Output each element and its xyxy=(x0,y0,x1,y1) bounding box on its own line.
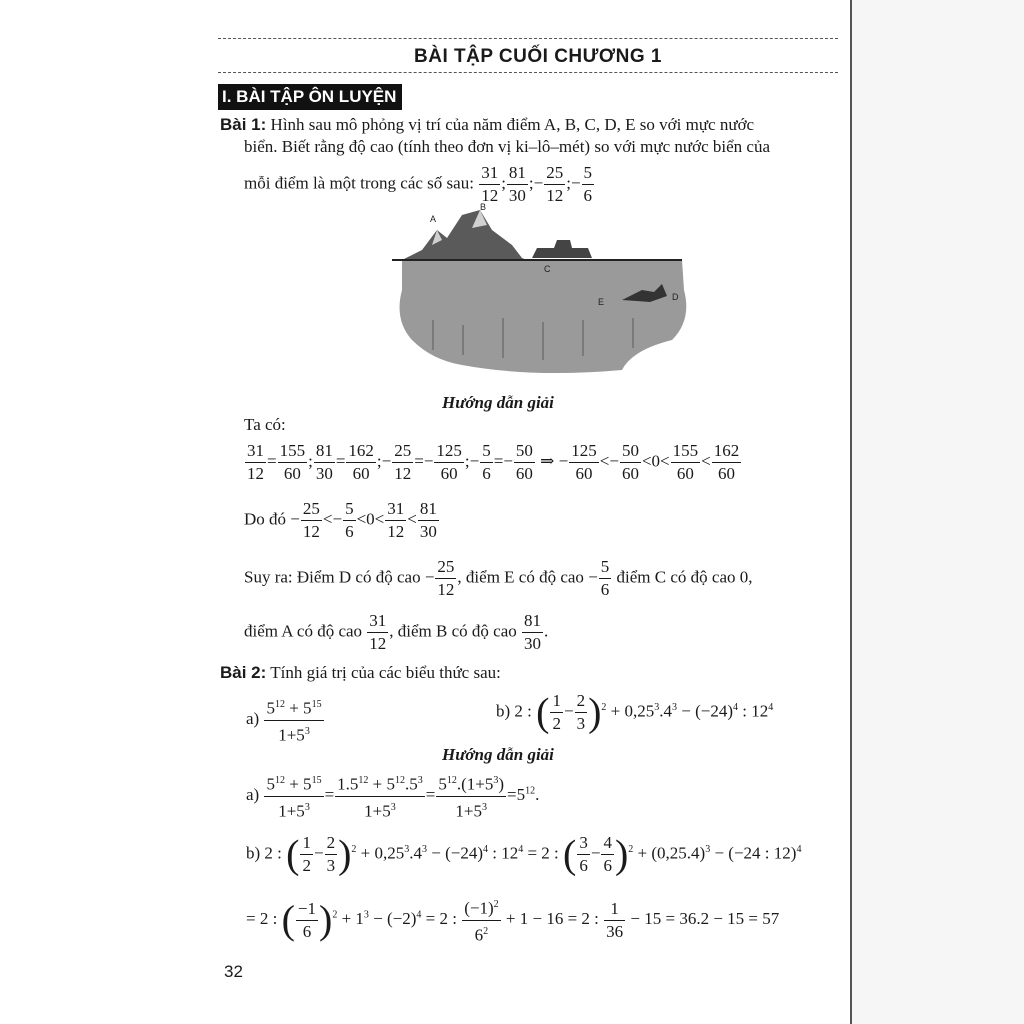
diem-c-text: điểm C có độ cao 0, xyxy=(616,567,753,587)
bai2-b-solution-1: b) 2 : ( $\frac{1}{2}$ − $\frac{2}{3}$ )$^2 + 0,25^3.4^3 - (-24)^4$ : $12^4 = 2$ : ( $\frac{3}{6}$ − $\frac{4}{6}$ )$^2 + (0,25.4)^3 - (-24$ : 12)$^4$ xyxy=(246,831,802,877)
do-do-line: Do đó − $\frac{25}{12}$ <− $\frac{5}{6}$ <0< $\frac{31}{12}$ < $\frac{81}{30}$ xyxy=(244,499,437,541)
diem-a-text: điểm A có độ cao xyxy=(244,621,363,641)
suy-ra-text: Suy ra: Điểm D có độ cao xyxy=(244,567,421,587)
bai2-a-label: a) xyxy=(246,709,260,729)
bai2-line xyxy=(220,662,501,684)
fraction: $\frac{31}{12}$ xyxy=(481,163,499,205)
bai2-b-expression: b) 2 : ( $\frac{1}{2}$ − $\frac{2}{3}$ )$^2 + 0,25^3.4^3 - (-24)^4$ : $12^4$ xyxy=(496,689,774,735)
mountains xyxy=(402,210,527,260)
diem-b-text: , điểm B có độ cao xyxy=(389,621,517,641)
bai1-text-1: Hình sau mô phỏng vị trí của năm điểm A, B, C, D, E so với mực nước xyxy=(270,115,755,134)
bai1-line1 xyxy=(220,114,754,136)
bai2-solution-heading: Hướng dẫn giải xyxy=(442,745,554,764)
bai2-b-solution-2: = 2 : ( $\frac{-1}{6}$ )$^2 + 1^3 - (-2)^4 = 2$ : $\frac{(-1)^2}{6^2}$ + 1 − 16 = 2 : $\frac{1}{36}$ − 15 = 36.2 − 15 = 57 xyxy=(246,894,779,946)
point-a-label: A xyxy=(430,214,437,224)
bai1-text-3: mỗi điểm là một trong các số sau: xyxy=(244,173,474,193)
fraction: $\frac{5}{6}$ xyxy=(583,163,593,205)
diem-e-text: , điểm E có độ cao xyxy=(457,567,584,587)
fraction: $\frac{25}{12}$ xyxy=(546,163,564,205)
point-d-label: D xyxy=(672,292,679,302)
ship xyxy=(532,240,592,258)
bai2-b-label: b) xyxy=(496,701,511,721)
ta-co: Ta có: xyxy=(244,415,286,434)
title-rule-top xyxy=(218,38,838,39)
bai2-prompt: Tính giá trị của các biểu thức sau: xyxy=(270,663,501,682)
bai2-a-expression: a) $\frac{5^{12} + 5^{15}}{1+5^3}$ xyxy=(246,694,325,746)
bai1-label: Bài 1: xyxy=(220,115,267,134)
bai1-solution-heading: Hướng dẫn giải xyxy=(442,393,554,412)
fraction: $\frac{81}{30}$ xyxy=(508,163,526,205)
point-e-label: E xyxy=(598,297,605,307)
suy-ra-line: Suy ra: Điểm D có độ cao − $\frac{25}{12}$ , điểm E có độ cao − $\frac{5}{6}$ điểm C có độ cao 0, xyxy=(244,557,753,599)
page-number: 32 xyxy=(224,962,243,981)
title-rule-bottom xyxy=(218,72,838,73)
section-heading: I. BÀI TẬP ÔN LUYỆN xyxy=(218,84,402,110)
bai2-label: Bài 2: xyxy=(220,663,267,682)
point-c-label: C xyxy=(544,264,551,274)
diem-a-line: điểm A có độ cao $\frac{31}{12}$ , điểm B có độ cao $\frac{81}{30}$ . xyxy=(244,611,549,653)
bai1-comparison-line: $\frac{31}{12}$ = $\frac{155}{60}$ ; $\frac{81}{30}$ = $\frac{162}{60}$ ;− $\frac{25}{12}$ =− $\frac{125}{60}$ ;− $\frac{5}{6}$ =− $\frac{50}{60}$ ⇒ − $\frac{125}{60}$ <− $\frac{50}{60}$ <0< $\frac{155}{60}$ < $\frac{162}{60}$ xyxy=(247,441,740,483)
sea-level-illustration xyxy=(392,200,692,390)
bai1-line3: mỗi điểm là một trong các số sau: $\frac{31}{12}$ ; $\frac{81}{30}$ ;− $\frac{25}{12}$ ;− $\frac{5}{6}$ xyxy=(244,163,593,205)
do-do-text: Do đó xyxy=(244,509,287,529)
page-edge xyxy=(850,0,852,1024)
next-page-shade xyxy=(852,0,1024,1024)
point-b-label: B xyxy=(480,202,487,212)
bai2-a-solution: a) $\frac{5^{12} + 5^{15}}{1+5^3}$ = $\frac{1.5^{12} + 5^{12}.5^3}{1+5^3}$ = $\frac{5^{12}.(1+5^3)}{1+5^3}$ $=5^{12}$. xyxy=(246,770,539,822)
bai1-line2: biển. Biết rằng độ cao (tính theo đơn vị ki–lô–mét) so với mực nước biển của xyxy=(244,137,771,156)
chapter-title: BÀI TẬP CUỐI CHƯƠNG 1 xyxy=(414,46,662,67)
